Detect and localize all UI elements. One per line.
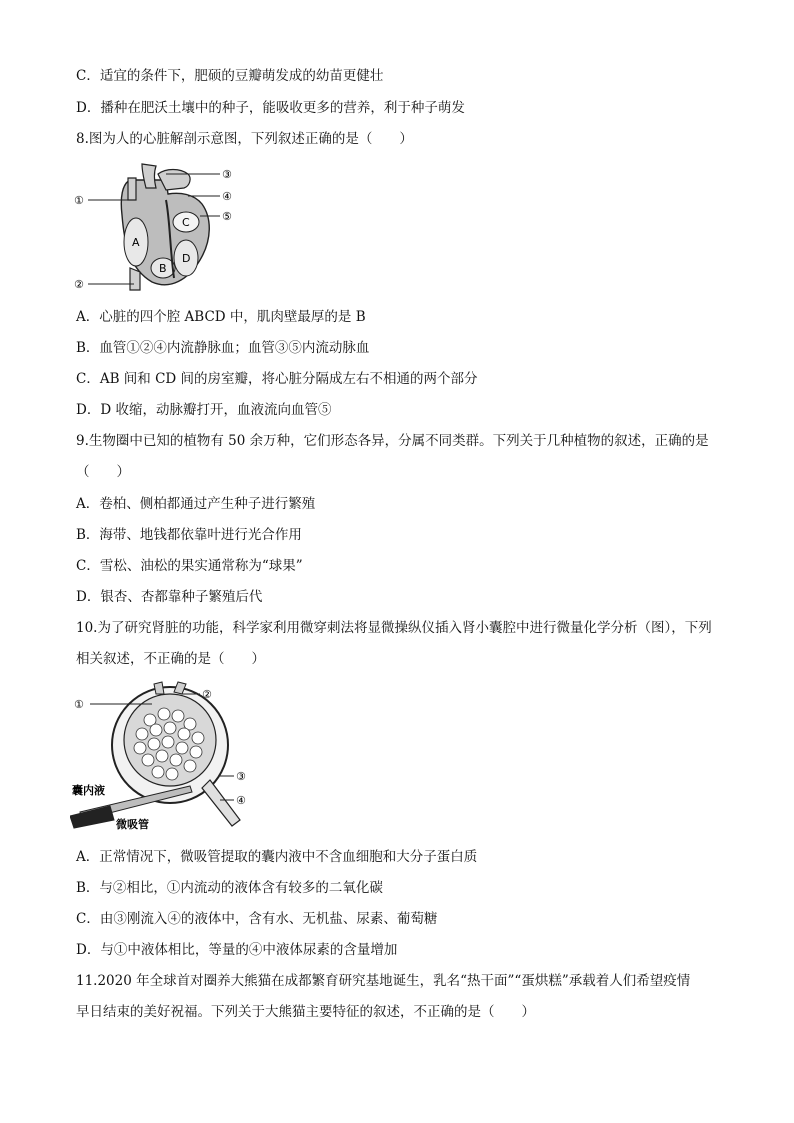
q11-stem-line1: 11.2020 年全球首对圈养大熊猫在成都繁育研究基地诞生，乳名“热干面”“蛋烘糕”承载着人们希望疫情: [76, 973, 691, 989]
q8-option-c: C．AB 间和 CD 间的房室瓣，将心脏分隔成左右不相通的两个部分: [76, 371, 478, 387]
q9-option-a: A．卷柏、侧柏都通过产生种子进行繁殖: [76, 496, 316, 512]
chamber-d-label: D: [182, 252, 191, 265]
micropipette-label: 微吸管: [116, 818, 149, 830]
chamber-c-label: C: [182, 216, 190, 229]
q8-option-d: D．D 收缩，动脉瓣打开，血液流向血管⑤: [76, 402, 332, 418]
q9-option-b: B．海带、地钱都依靠叶进行光合作用: [76, 527, 302, 543]
heart-callout-5: ⑤: [222, 210, 232, 223]
q10-option-a: A．正常情况下，微吸管提取的囊内液中不含血细胞和大分子蛋白质: [76, 849, 478, 865]
heart-diagram: [70, 160, 250, 295]
kidney-capsule-diagram: [70, 680, 250, 830]
q8-option-b: B．血管①②④内流静脉血；血管③⑤内流动脉血: [76, 340, 370, 356]
heart-callout-1: ①: [74, 194, 84, 207]
q10-option-b: B．与②相比，①内流动的液体含有较多的二氧化碳: [76, 880, 383, 896]
chamber-a-label: A: [132, 236, 140, 249]
heart-callout-2: ②: [74, 278, 84, 291]
q9-option-d: D．银杏、杏都靠种子繁殖后代: [76, 589, 263, 605]
heart-callout-3: ③: [222, 168, 232, 181]
q9-stem-line2: （ ）: [76, 464, 130, 480]
q7-option-c: C．适宜的条件下，肥硕的豆瓣萌发成的幼苗更健壮: [76, 68, 384, 84]
chamber-b-label: B: [159, 262, 167, 275]
capsule-callout-3: ③: [236, 770, 246, 783]
heart-callout-4: ④: [222, 190, 232, 203]
q8-option-a: A．心脏的四个腔 ABCD 中，肌肉壁最厚的是 B: [76, 309, 366, 325]
q7-option-d: D．播种在肥沃土壤中的种子，能吸收更多的营养，利于种子萌发: [76, 100, 465, 116]
q10-stem-line1: 10.为了研究肾脏的功能，科学家利用微穿刺法将显微操纵仪插入肾小囊腔中进行微量化学分析（图），下列: [76, 620, 712, 636]
capsule-fluid-label: 囊内液: [72, 784, 105, 797]
q10-option-c: C．由③刚流入④的液体中，含有水、无机盐、尿素、葡萄糖: [76, 911, 438, 927]
q10-option-d: D．与①中液体相比，等量的④中液体尿素的含量增加: [76, 942, 398, 958]
q9-stem-line1: 9.生物圈中已知的植物有 50 余万种，它们形态各异，分属不同类群。下列关于几种植物的叙述，正确的是: [76, 433, 709, 449]
capsule-callout-4: ④: [236, 794, 246, 807]
q10-stem-line2: 相关叙述，不正确的是（ ）: [76, 651, 265, 667]
capsule-callout-1: ①: [74, 698, 84, 711]
capsule-callout-2: ②: [202, 688, 212, 701]
q8-stem: 8.图为人的心脏解剖示意图，下列叙述正确的是（ ）: [76, 131, 413, 147]
q9-option-c: C．雪松、油松的果实通常称为“球果”: [76, 558, 303, 574]
q11-stem-line2: 早日结束的美好祝福。下列关于大熊猫主要特征的叙述，不正确的是（ ）: [76, 1004, 535, 1020]
